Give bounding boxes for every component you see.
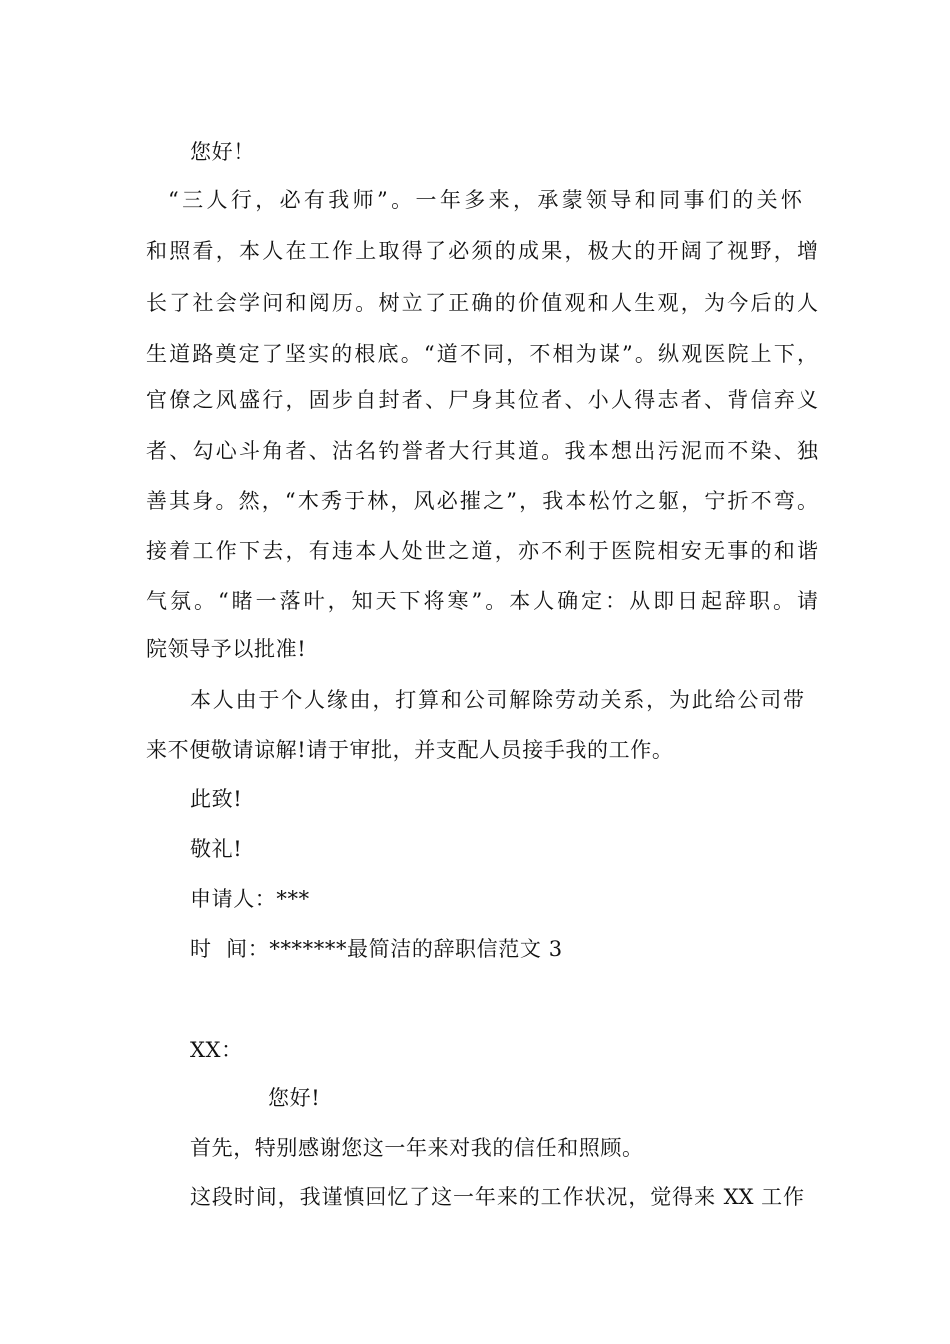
greeting: 您好！ bbox=[190, 140, 255, 164]
letter3-salutation: XX： bbox=[190, 1038, 243, 1062]
letter3-line-1: 首先，特别感谢您这一年来对我的信任和照顾。 bbox=[190, 1136, 644, 1160]
paragraph2-line-2: 来不便敬请谅解!请于审批，并支配人员接手我的工作。 bbox=[146, 738, 674, 762]
paragraph1-line-5: 官僚之风盛行，固步自封者、尸身其位者、小人得志者、背信弃义 bbox=[146, 388, 818, 412]
paragraph1-line-2: 和照看，本人在工作上取得了必须的成果，极大的开阔了视野，增 bbox=[146, 239, 818, 263]
paragraph1-line-3: 长了社会学问和阅历。树立了正确的价值观和人生观，为今后的人 bbox=[146, 291, 818, 315]
paragraph1-line-4: 生道路奠定了坚实的根底。“道不同，不相为谋”。纵观医院上下， bbox=[146, 342, 818, 366]
letter3-line-2: 这段时间，我谨慎回忆了这一年来的工作状况，觉得来 XX 工作 bbox=[190, 1185, 804, 1209]
closing-regards: 敬礼! bbox=[190, 837, 243, 861]
time-line: 时 间：*******最简洁的辞职信范文 3 bbox=[190, 937, 563, 961]
paragraph1-line-1: “三人行，必有我师”。一年多来，承蒙领导和同事们的关怀 bbox=[168, 188, 802, 212]
paragraph1-line-6: 者、勾心斗角者、沽名钓誉者大行其道。我本想出污泥而不染、独 bbox=[146, 439, 818, 463]
applicant-line: 申请人：*** bbox=[190, 887, 310, 911]
paragraph1-line-8: 接着工作下去，有违本人处世之道，亦不利于医院相安无事的和谐 bbox=[146, 539, 818, 563]
paragraph2-line-1: 本人由于个人缘由，打算和公司解除劳动关系，为此给公司带 bbox=[190, 688, 804, 712]
paragraph1-line-10: 院领导予以批准! bbox=[146, 637, 307, 661]
paragraph1-line-7: 善其身。然，“木秀于林，风必摧之”，我本松竹之躯，宁折不弯。 bbox=[146, 489, 818, 513]
letter3-greeting: 您好! bbox=[268, 1086, 321, 1110]
closing-salutation: 此致! bbox=[190, 787, 243, 811]
paragraph1-line-9: 气氛。“睹一落叶，知天下将寒”。本人确定：从即日起辞职。请 bbox=[146, 589, 818, 613]
